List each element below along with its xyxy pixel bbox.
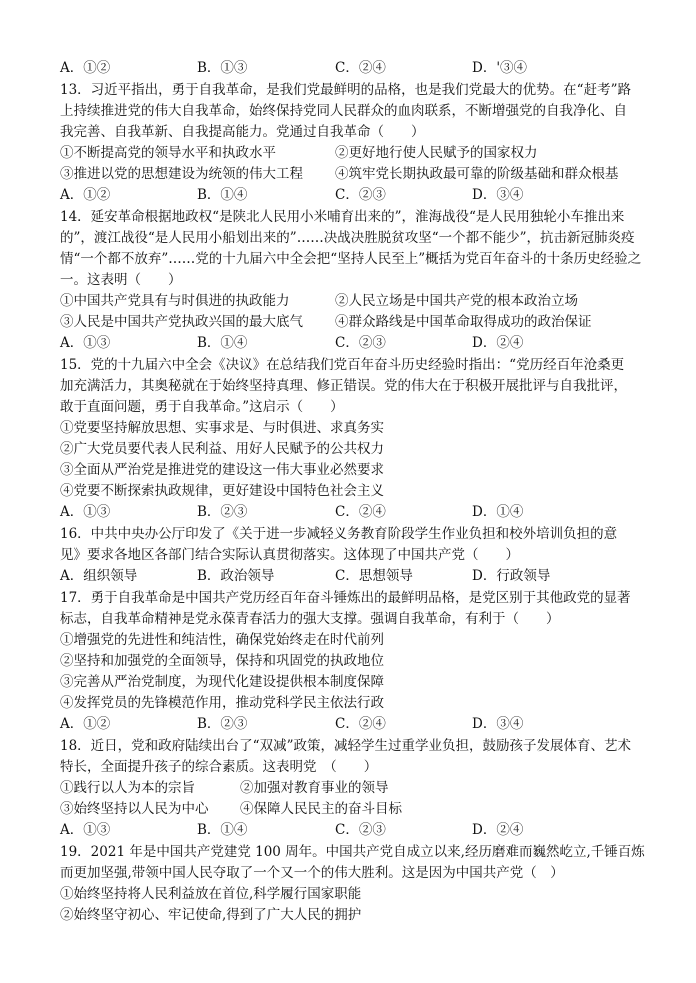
q15-statement-2: ②广大党员要代表人民利益、用好人民赋予的公共权力: [60, 441, 384, 457]
q14-options: [60, 333, 650, 354]
q15-stem-line: 敢于直面问题，勇于自我革命。”这启示（ ）: [60, 399, 344, 415]
q17-statement-3: ③完善从严治党制度，为现代化建设提供根本制度保障: [60, 674, 384, 690]
q18-stem-line: 特长，全面提升孩子的综合素质。这表明党 （ ）: [60, 759, 378, 775]
q15-stem-line: 加充满活力，其奥秘就在于始终坚持真理、修正错误。党的伟大在于积极开展批评与自我批评，: [60, 378, 627, 394]
option-c[interactable]: C．②③: [335, 822, 386, 838]
q19-statement-1: ①始终坚持将人民利益放在首位,科学履行国家职能: [60, 886, 362, 902]
option-d[interactable]: D．②④: [472, 335, 524, 351]
option-b[interactable]: B．政治领导: [197, 568, 275, 584]
q16-options: [60, 566, 650, 587]
statement-2: ②加强对教育事业的领导: [240, 780, 389, 796]
option-a[interactable]: A．①③: [60, 822, 111, 838]
q19-stem-line: 19．2021 年是中国共产党建党 100 周年。中国共产党自成立以来,经历磨难而巍然屹立,千锤百炼: [60, 844, 645, 860]
statement-3: ③人民是中国共产党执政兴国的最大底气: [60, 314, 303, 330]
q17-stem-line: 17．勇于自我革命是中国共产党历经百年奋斗锤炼出的最鲜明品格，是党区别于其他政党的显著: [60, 590, 631, 606]
q14-stem-line: 一。这表明（ ）: [60, 272, 182, 288]
q13-stem-line: 上持续推进党的伟大自我革命，始终保持党同人民群众的血肉联系，不断增强党的自我净化、自: [60, 103, 627, 119]
q14-statements: [60, 291, 650, 312]
option-b[interactable]: B．①④: [197, 335, 248, 351]
q14-stem-line: 的”，渡江战役“是人民用小船划出来的”……决战决胜脱贫攻坚“一个都不能少”，抗击新冠肺炎疫: [60, 230, 635, 246]
q18-statements: [60, 799, 650, 820]
option-a[interactable]: A．①②: [60, 187, 111, 203]
statement-1: ①不断提高党的领导水平和执政水平: [60, 145, 276, 161]
option-d[interactable]: D．③④: [472, 716, 524, 732]
q15-statement-4: ④党要不断探索执政规律，更好建设中国特色社会主义: [60, 483, 384, 499]
statement-3: ③始终坚持以人民为中心: [60, 801, 209, 817]
q15-statement-3: ③全面从严治党是推进党的建设这一伟大事业必然要求: [60, 462, 384, 478]
q15-statement-1: ①党要坚持解放思想、实事求是、与时俱进、求真务实: [60, 420, 384, 436]
option-a[interactable]: A．①③: [60, 504, 111, 520]
q13-stem-line: 我完善、自我革新、自我提高能力。党通过自我革命（ ）: [60, 124, 425, 140]
q18-statements: [60, 778, 650, 799]
q17-stem-line: 标志，自我革命精神是党永葆青春活力的强大支撑。强调自我革命，有利于（ ）: [60, 611, 560, 627]
statement-3: ③推进以党的思想建设为统领的伟大工程: [60, 166, 303, 182]
option-b[interactable]: B．①④: [197, 822, 248, 838]
option-c[interactable]: C．②③: [335, 335, 386, 351]
q13-stem-line: 13．习近平指出，勇于自我革命，是我们党最鲜明的品格，也是我们党最大的优势。在“赶考”路: [60, 82, 631, 98]
option-b[interactable]: B．②③: [197, 504, 248, 520]
statement-2: ②更好地行使人民赋予的国家权力: [335, 145, 538, 161]
statement-4: ④筑牢党长期执政最可靠的阶级基础和群众根基: [335, 166, 619, 182]
statement-4: ④保障人民民主的奋斗目标: [240, 801, 402, 817]
option-a[interactable]: A．①③: [60, 335, 111, 351]
q15-stem-line: 15．党的十九届六中全会《决议》在总结我们党百年奋斗历史经验时指出：“党历经百年沧桑更: [60, 357, 625, 373]
q12-options: [60, 58, 650, 79]
option-d[interactable]: D．②④: [472, 822, 524, 838]
option-a[interactable]: A．组织领导: [60, 568, 138, 584]
q15-options: [60, 502, 650, 523]
q13-options: [60, 185, 650, 206]
option-c[interactable]: C．②④: [335, 716, 386, 732]
option-b[interactable]: B．①④: [197, 187, 248, 203]
option-b[interactable]: B．②③: [197, 716, 248, 732]
option-d[interactable]: D．行政领导: [472, 568, 551, 584]
statement-4: ④群众路线是中国革命取得成功的政治保证: [335, 314, 592, 330]
option-d[interactable]: D．'③④: [472, 60, 528, 76]
option-c[interactable]: C．②③: [335, 187, 386, 203]
option-c[interactable]: C．②④: [335, 504, 386, 520]
option-d[interactable]: D．③④: [472, 187, 524, 203]
q16-stem-line: 16．中共中央办公厅印发了《关于进一步减轻义务教育阶段学生作业负担和校外培训负担的意: [60, 526, 618, 542]
q17-statement-1: ①增强党的先进性和纯洁性，确保党始终走在时代前列: [60, 632, 384, 648]
q17-statement-4: ④发挥党员的先锋模范作用，推动党科学民主依法行政: [60, 695, 384, 711]
statement-1: ①中国共产党具有与时俱进的执政能力: [60, 293, 290, 309]
option-d[interactable]: D．①④: [472, 504, 524, 520]
q14-statements: [60, 312, 650, 333]
q19-stem-line: 而更加坚强,带领中国人民夺取了一个又一个的伟大胜利。这是因为中国共产党（ ）: [60, 865, 564, 881]
option-b[interactable]: B．①③: [197, 60, 248, 76]
q17-options: [60, 714, 650, 735]
statement-1: ①践行以人为本的宗旨: [60, 780, 195, 796]
q14-stem-line: 14．延安革命根据地政权“是陕北人民用小米哺育出来的”，淮海战役“是人民用独轮小车推出来: [60, 209, 625, 225]
option-a[interactable]: A．①②: [60, 60, 111, 76]
option-c[interactable]: C．②④: [335, 60, 386, 76]
q18-options: [60, 820, 650, 841]
option-a[interactable]: A．①②: [60, 716, 111, 732]
q13-statements: [60, 143, 650, 164]
q16-stem-line: 见》要求各地区各部门结合实际认真贯彻落实。这体现了中国共产党（ ）: [60, 547, 519, 563]
statement-2: ②人民立场是中国共产党的根本政治立场: [335, 293, 578, 309]
q17-statement-2: ②坚持和加强党的全面领导，保持和巩固党的执政地位: [60, 653, 384, 669]
q18-stem-line: 18．近日，党和政府陆续出台了“双减”政策，减轻学生过重学业负担，鼓励孩子发展体育、艺术: [60, 738, 631, 754]
option-c[interactable]: C．思想领导: [335, 568, 413, 584]
q19-statement-2: ②始终坚守初心、牢记使命,得到了广大人民的拥护: [60, 907, 362, 923]
q14-stem-line: 情“一个都不放弃”……党的十九届六中全会把“坚持人民至上”概括为党百年奋斗的十条历史经验之: [60, 251, 642, 267]
q13-statements: [60, 164, 650, 185]
